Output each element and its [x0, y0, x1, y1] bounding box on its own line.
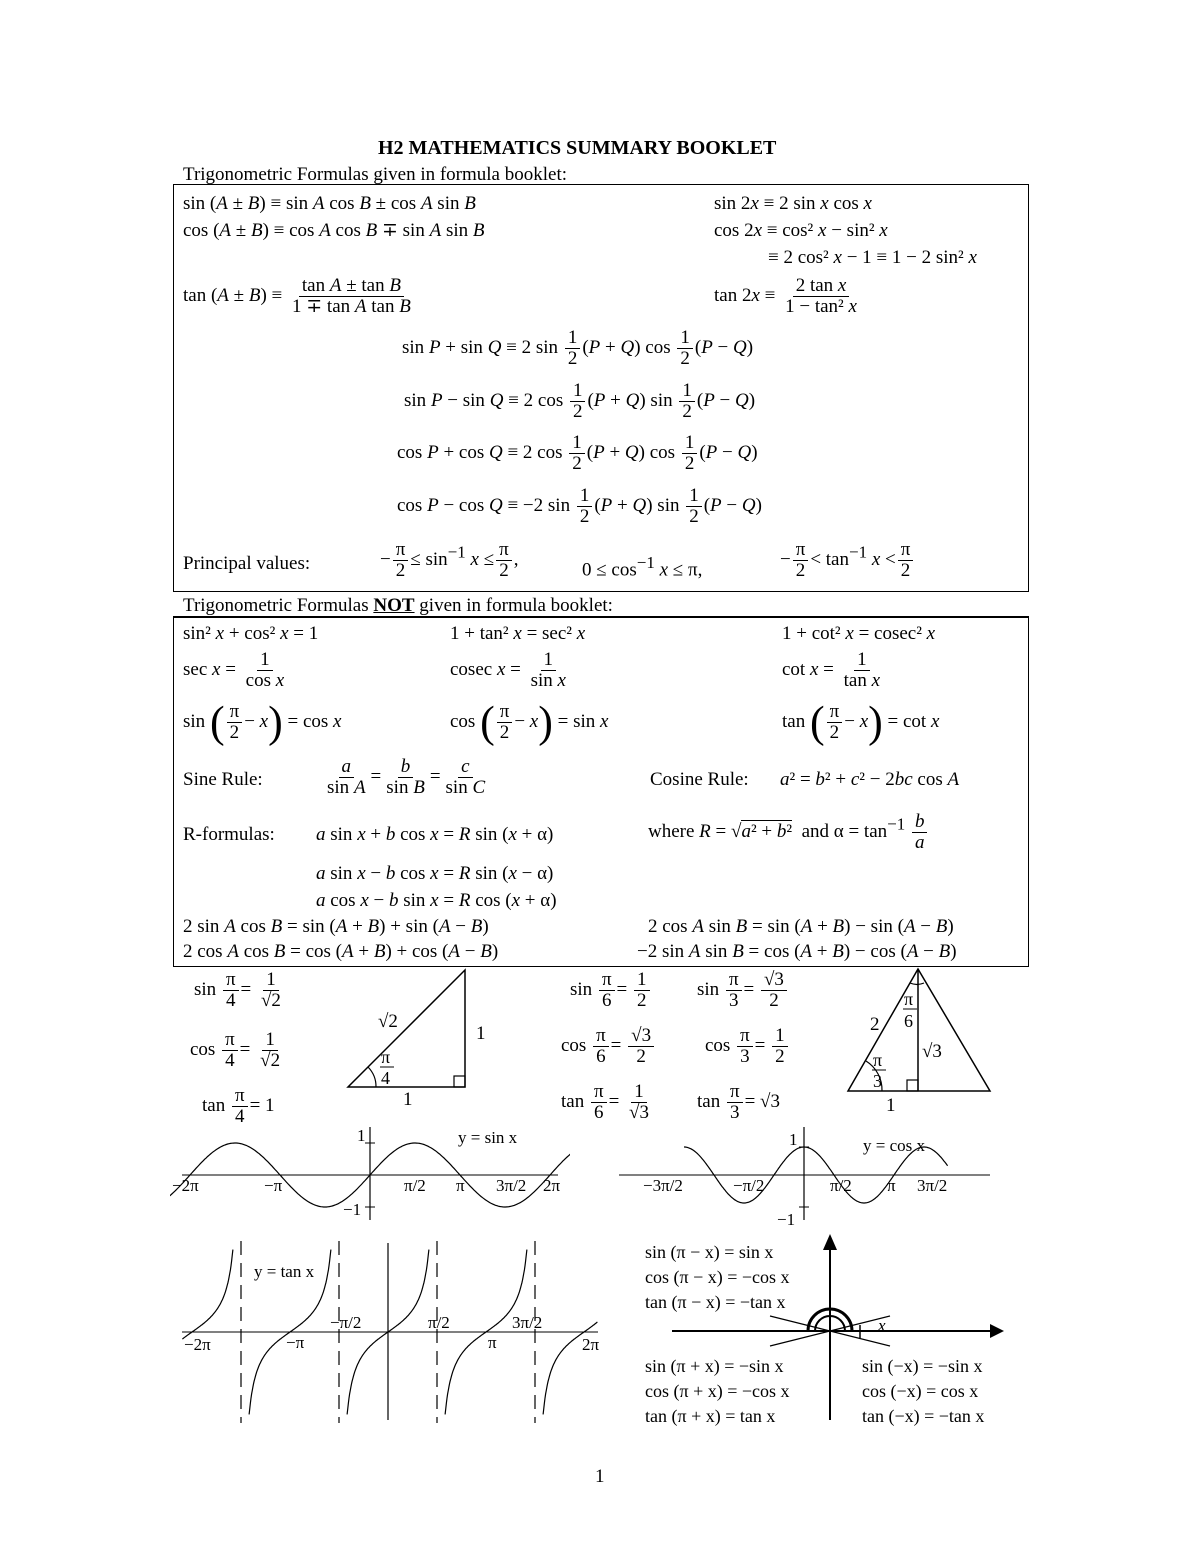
product-3: 2 cos A cos B = cos (A + B) + cos (A − B) [183, 941, 499, 962]
svg-text:2π: 2π [543, 1176, 561, 1195]
principal-values-label: Principal values: [183, 553, 311, 574]
cofunc-sin: sin ( $\frac{\pi}{2}$ − x) = cos x [183, 697, 342, 747]
page-title: H2 MATHEMATICS SUMMARY BOOKLET [378, 137, 777, 159]
svg-text:−2π: −2π [184, 1335, 211, 1354]
section1-heading: Trigonometric Formulas given in formula booklet: [183, 164, 568, 185]
formula-cos-double-alt: ≡ 2 cos² x − 1 ≡ 1 − 2 sin² x [768, 247, 977, 268]
principal-tan: − $\frac{\pi}{2}$ < $\tan^{-1} x$ < $\frac{\pi}{2}$ [780, 540, 915, 581]
pythag-3: 1 + cot² x = cosec² x [782, 623, 936, 644]
cosec-def: cosec x = $\frac{1}{\text{sin x}}$ [450, 649, 566, 691]
sin-graph [170, 1125, 570, 1225]
cofunc-tan: tan ( $\frac{\pi}{2}$ − x) = cot x [782, 697, 940, 747]
sine-rule-label: Sine Rule: [183, 769, 263, 790]
svg-text:π/2: π/2 [428, 1313, 450, 1332]
angle-pi4-den: 4 [381, 1068, 390, 1088]
r-formula-where: where R = √a² + b² and $\alpha = \tan^{-1}$ $\frac{b}{a}$ [648, 812, 929, 853]
section2-heading: Trigonometric Formulas NOT given in formula booklet: [183, 595, 613, 616]
angle-pi4-num: π [381, 1047, 391, 1067]
svg-text:π: π [456, 1176, 465, 1195]
product-2: 2 cos A sin B = sin (A + B) − sin (A − B) [648, 916, 954, 937]
svg-text:π/2: π/2 [830, 1176, 852, 1195]
base-label: 1 [403, 1089, 413, 1105]
tan-pi3: tan $\frac{\pi}{3}$ = √3 [697, 1081, 780, 1123]
tan-pi6: tan $\frac{\pi}{6}$ = $\frac{1}{√3}$ [561, 1081, 649, 1123]
cos-graph [615, 1125, 995, 1225]
cos-pi3: cos $\frac{\pi}{3}$ = $\frac{1}{2}$ [705, 1026, 790, 1067]
svg-text:3π/2: 3π/2 [512, 1313, 543, 1332]
r-formulas-label: R-formulas: [183, 824, 275, 845]
svg-text:2π: 2π [582, 1335, 600, 1354]
pythag-2: 1 + tan² x = sec² x [450, 623, 586, 644]
formula-tan-double: tan 2x ≡ $\frac{\text{2 tan x}}{\text{1 − tan² x}}$ [714, 275, 857, 317]
svg-text:−3π/2: −3π/2 [643, 1176, 683, 1195]
sine-rule: $\frac{a}{\text{sin A}}$ = $\frac{b}{\text{sin B}}$ = $\frac{c}{\text{sin C}}$ [327, 756, 486, 798]
svg-text:π: π [904, 989, 914, 1009]
svg-text:π/2: π/2 [404, 1176, 426, 1195]
hyp-2-label: 2 [870, 1014, 880, 1035]
cos-pi4: cos $\frac{\pi}{4}$ = $\frac{1}{√2}$ [190, 1029, 281, 1071]
right-triangle-diagram [340, 965, 500, 1105]
identities-top: sin (π − x) = sin x cos (π − x) = −cos x tan (π − x) = −tan x [645, 1242, 790, 1312]
height-sqrt3-label: √3 [922, 1041, 942, 1062]
svg-text:−1: −1 [777, 1210, 796, 1225]
hypotenuse-label: √2 [378, 1011, 398, 1032]
formula-cos-double: cos 2x ≡ cos² x − sin² x [714, 220, 888, 241]
r-formula-2: a sin x − b cos x = R sin (x − α) [316, 863, 554, 884]
svg-text:π: π [873, 1050, 883, 1070]
cosine-rule: a² = b² + c² − 2bc cos A [780, 769, 960, 790]
svg-text:−π: −π [264, 1176, 283, 1195]
tan-pi4: tan $\frac{\pi}{4}$ = 1 [202, 1085, 275, 1127]
sin-graph-label: y = sin x [458, 1128, 518, 1147]
principal-cos: $0 \le \cos^{-1} x \le \pi$, [582, 553, 703, 581]
formula-cosP-minus-cosQ: cos P − cos Q ≡ −2 sin $\frac{1}{2}$ (P + Q) sin $\frac{1}{2}$ (P − Q) [397, 485, 762, 527]
r-formula-1: a sin x + b cos x = R sin (x + α) [316, 824, 554, 845]
tan-graph [170, 1235, 610, 1425]
formula-sinP-minus-sinQ: sin P − sin Q ≡ 2 cos $\frac{1}{2}$ (P + Q) sin $\frac{1}{2}$ (P − Q) [404, 380, 756, 422]
svg-text:1: 1 [357, 1126, 366, 1145]
half-base-label: 1 [886, 1095, 896, 1115]
svg-text:−π: −π [286, 1333, 305, 1352]
svg-text:x: x [878, 1316, 886, 1335]
page-number: 1 [595, 1466, 605, 1487]
formula-sinP-plus-sinQ: sin P + sin Q ≡ 2 sin $\frac{1}{2}$ (P + Q) cos $\frac{1}{2}$ (P − Q) [402, 327, 754, 369]
svg-text:3π/2: 3π/2 [496, 1176, 527, 1195]
formula-cos-sum: cos (A ± B) ≡ cos A cos B ∓ sin A sin B [183, 220, 485, 241]
svg-text:−π/2: −π/2 [733, 1176, 765, 1195]
cos-graph-label: y = cos x [863, 1136, 925, 1155]
formula-sin-double: sin 2x ≡ 2 sin x cos x [714, 193, 872, 214]
sin-pi3: sin $\frac{\pi}{3}$ = $\frac{√3}{2}$ [697, 970, 789, 1011]
pythag-1: sin² x + cos² x = 1 [183, 623, 319, 644]
sin-pi6: sin $\frac{\pi}{6}$ = $\frac{1}{2}$ [570, 970, 652, 1011]
svg-text:π: π [887, 1176, 896, 1195]
svg-text:−π/2: −π/2 [330, 1313, 362, 1332]
r-formula-3: a cos x − b sin x = R cos (x + α) [316, 890, 557, 911]
identities-bottom-right: sin (−x) = −sin x cos (−x) = cos x tan (−x) = −tan x [862, 1356, 985, 1426]
sec-def: sec x = $\frac{1}{\text{cos x}}$ [183, 649, 285, 691]
principal-sin: − $\frac{\pi}{2}$ ≤ $\sin^{-1} x$ ≤ $\frac{\pi}{2}$ , [380, 539, 519, 581]
svg-text:6: 6 [904, 1011, 913, 1031]
product-1: 2 sin A cos B = sin (A + B) + sin (A − B) [183, 916, 489, 937]
not-given-formulas-box [173, 616, 1029, 967]
product-4: −2 sin A sin B = cos (A + B) − cos (A − B) [637, 941, 957, 962]
sin-pi4: sin $\frac{\pi}{4}$ = $\frac{1}{√2}$ [194, 969, 281, 1011]
formula-cosP-plus-cosQ: cos P + cos Q ≡ 2 cos $\frac{1}{2}$ (P + Q) cos $\frac{1}{2}$ (P − Q) [397, 432, 758, 474]
cot-def: cot x = $\frac{1}{\text{tan x}}$ [782, 649, 881, 691]
equilateral-triangle-diagram [840, 965, 1000, 1115]
svg-text:3π/2: 3π/2 [917, 1176, 948, 1195]
svg-text:−1: −1 [343, 1200, 362, 1219]
cofunc-cos: cos ( $\frac{\pi}{2}$ − x) = sin x [450, 697, 609, 747]
cosine-rule-label: Cosine Rule: [650, 769, 749, 790]
svg-text:π: π [488, 1333, 497, 1352]
identities-bottom-left: sin (π + x) = −sin x cos (π + x) = −cos x tan (π + x) = tan x [645, 1356, 790, 1426]
side-label: 1 [476, 1023, 486, 1044]
tan-graph-label: y = tan x [254, 1262, 315, 1281]
svg-text:1: 1 [789, 1130, 798, 1149]
svg-text:3: 3 [873, 1071, 882, 1091]
formula-sin-sum: sin (A ± B) ≡ sin A cos B ± cos A sin B [183, 193, 476, 214]
formula-tan-sum: tan (A ± B) ≡ $\frac{\text{tan A ± tan B}}{\text{1 ∓ tan A tan B}}$ [183, 275, 411, 317]
cos-pi6: cos $\frac{\pi}{6}$ = $\frac{√3}{2}$ [561, 1026, 656, 1067]
svg-text:−2π: −2π [172, 1176, 199, 1195]
